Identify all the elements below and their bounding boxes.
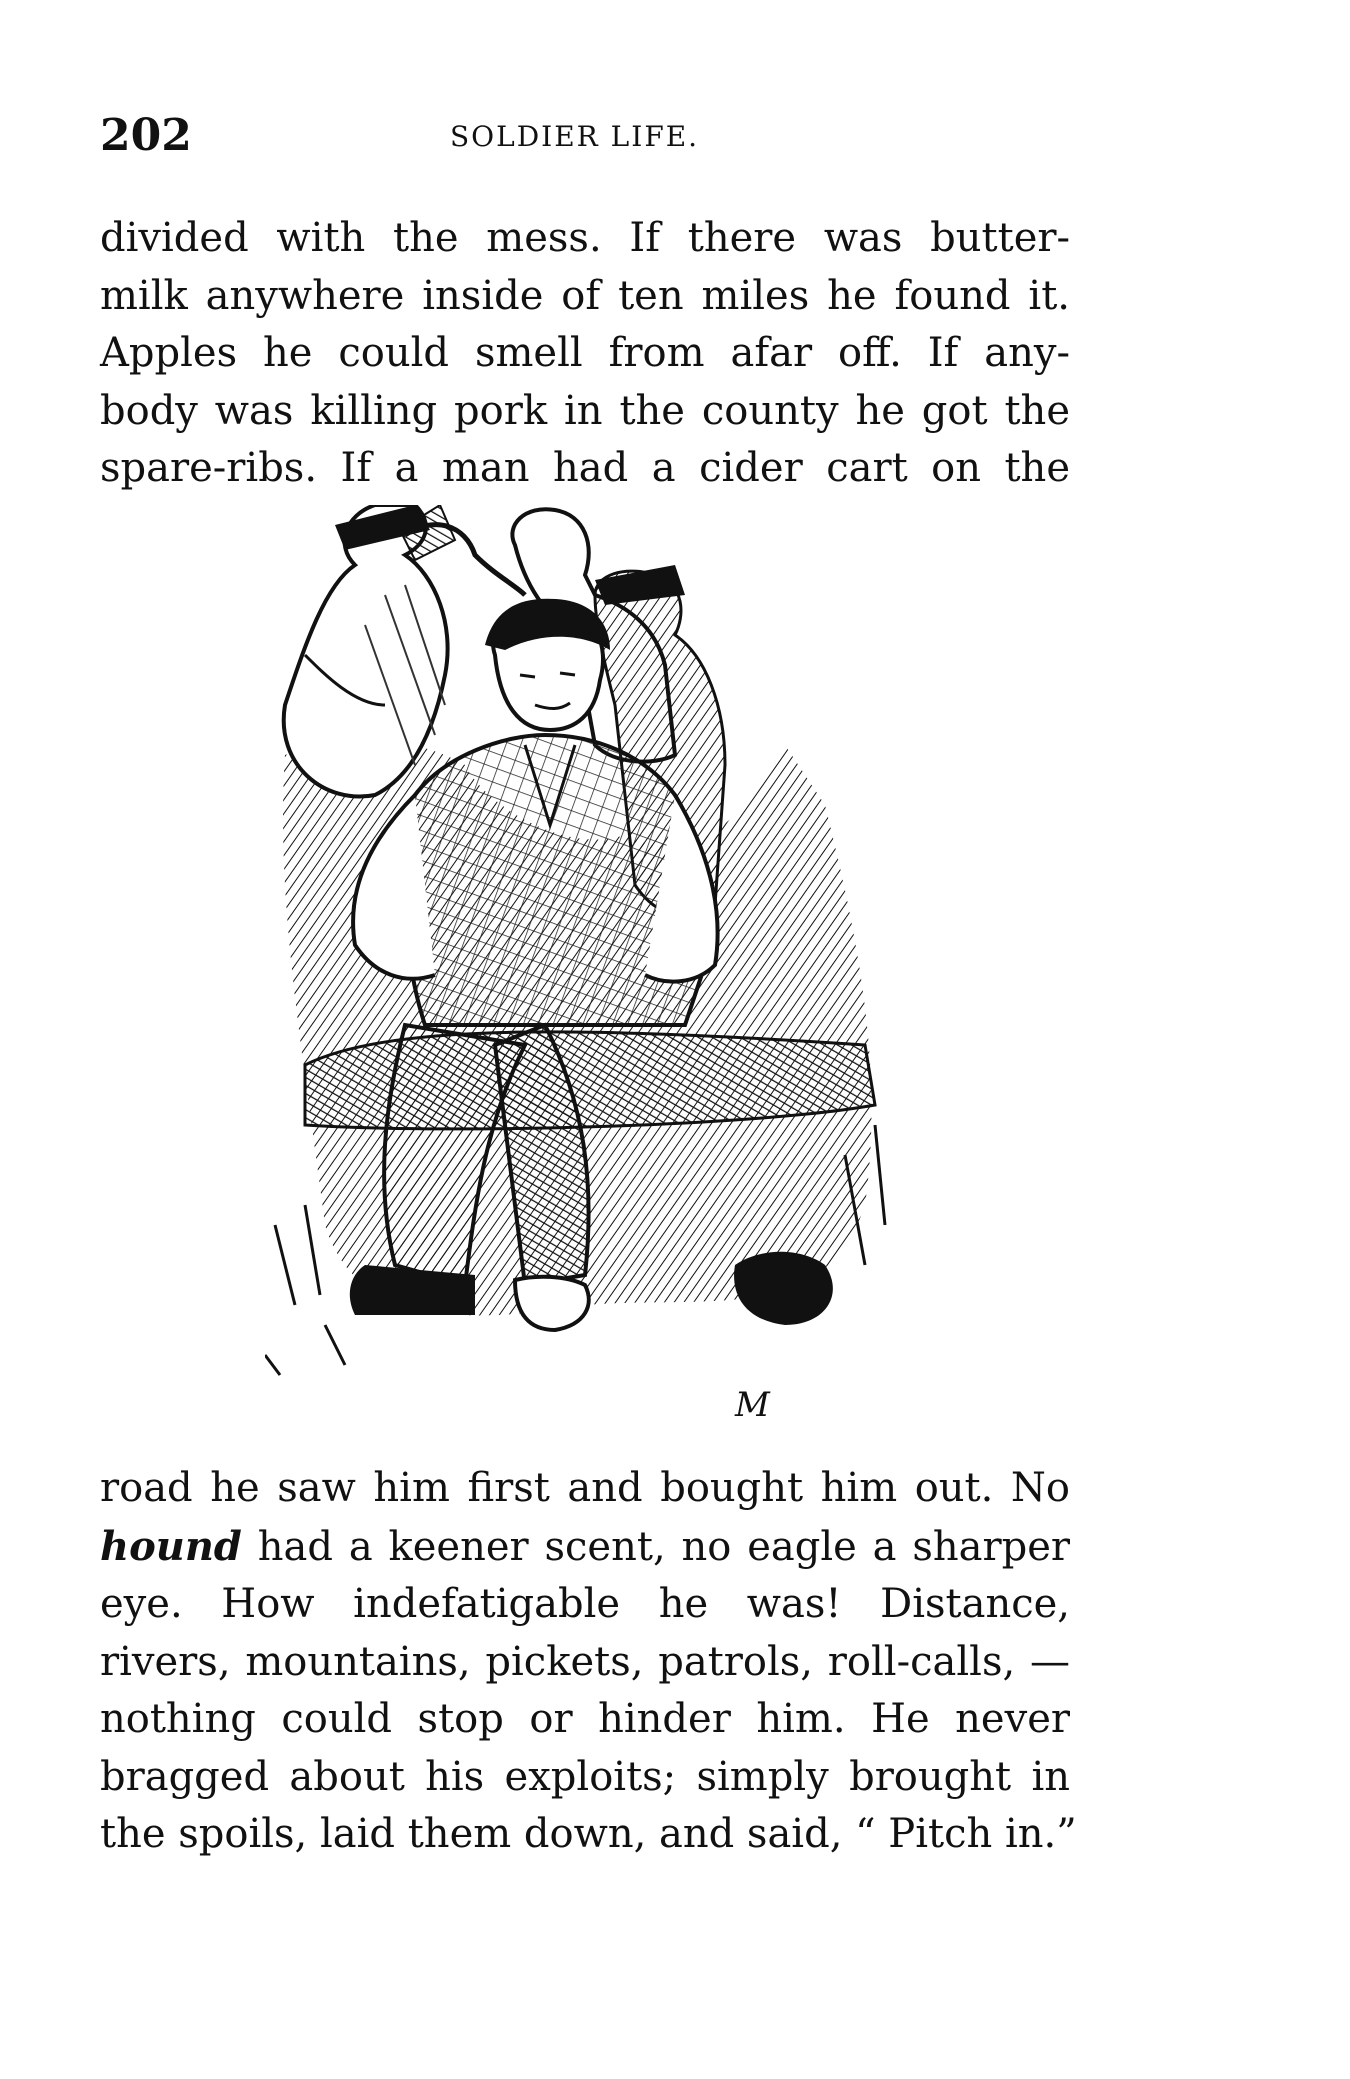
- text-fragment: had a keener scent, no eagle a sharper: [241, 1523, 1070, 1570]
- emphasis-word: hound: [100, 1522, 242, 1570]
- paragraph-top: [100, 210, 1070, 498]
- engraving-illustration: [265, 505, 895, 1425]
- text-line: bragged about his exploits; simply brought in: [100, 1753, 1070, 1800]
- text-line: Apples he could smell from afar off. If any-: [100, 330, 1070, 376]
- text-line-with-emphasis: [100, 1518, 1070, 1577]
- text-line: body was killing pork in the county he got the: [100, 387, 1070, 434]
- text-line: spare-ribs. If a man had a cider cart on the: [100, 445, 1070, 491]
- artist-signature: M: [735, 1385, 770, 1425]
- text-line: divided with the mess. If there was butter-: [100, 215, 1070, 261]
- soldiers-engraving: [265, 505, 895, 1425]
- page-number: 202: [100, 110, 192, 161]
- text-line: the spoils, laid them down, and said, “ Pitch in.”: [100, 1811, 1077, 1857]
- text-line: nothing could stop or hinder him. He never: [100, 1696, 1070, 1742]
- text-line: milk anywhere inside of ten miles he found it.: [100, 272, 1070, 319]
- text-line: eye. How indefatigable he was! Distance,: [100, 1581, 1070, 1627]
- page-header: [100, 110, 1080, 170]
- paragraph-bottom: [100, 1460, 1077, 1864]
- running-title: SOLDIER LIFE.: [450, 120, 700, 153]
- text-line: rivers, mountains, pickets, patrols, roll-calls, —: [100, 1638, 1070, 1685]
- text-line: road he saw him first and bought him out. No: [100, 1465, 1070, 1511]
